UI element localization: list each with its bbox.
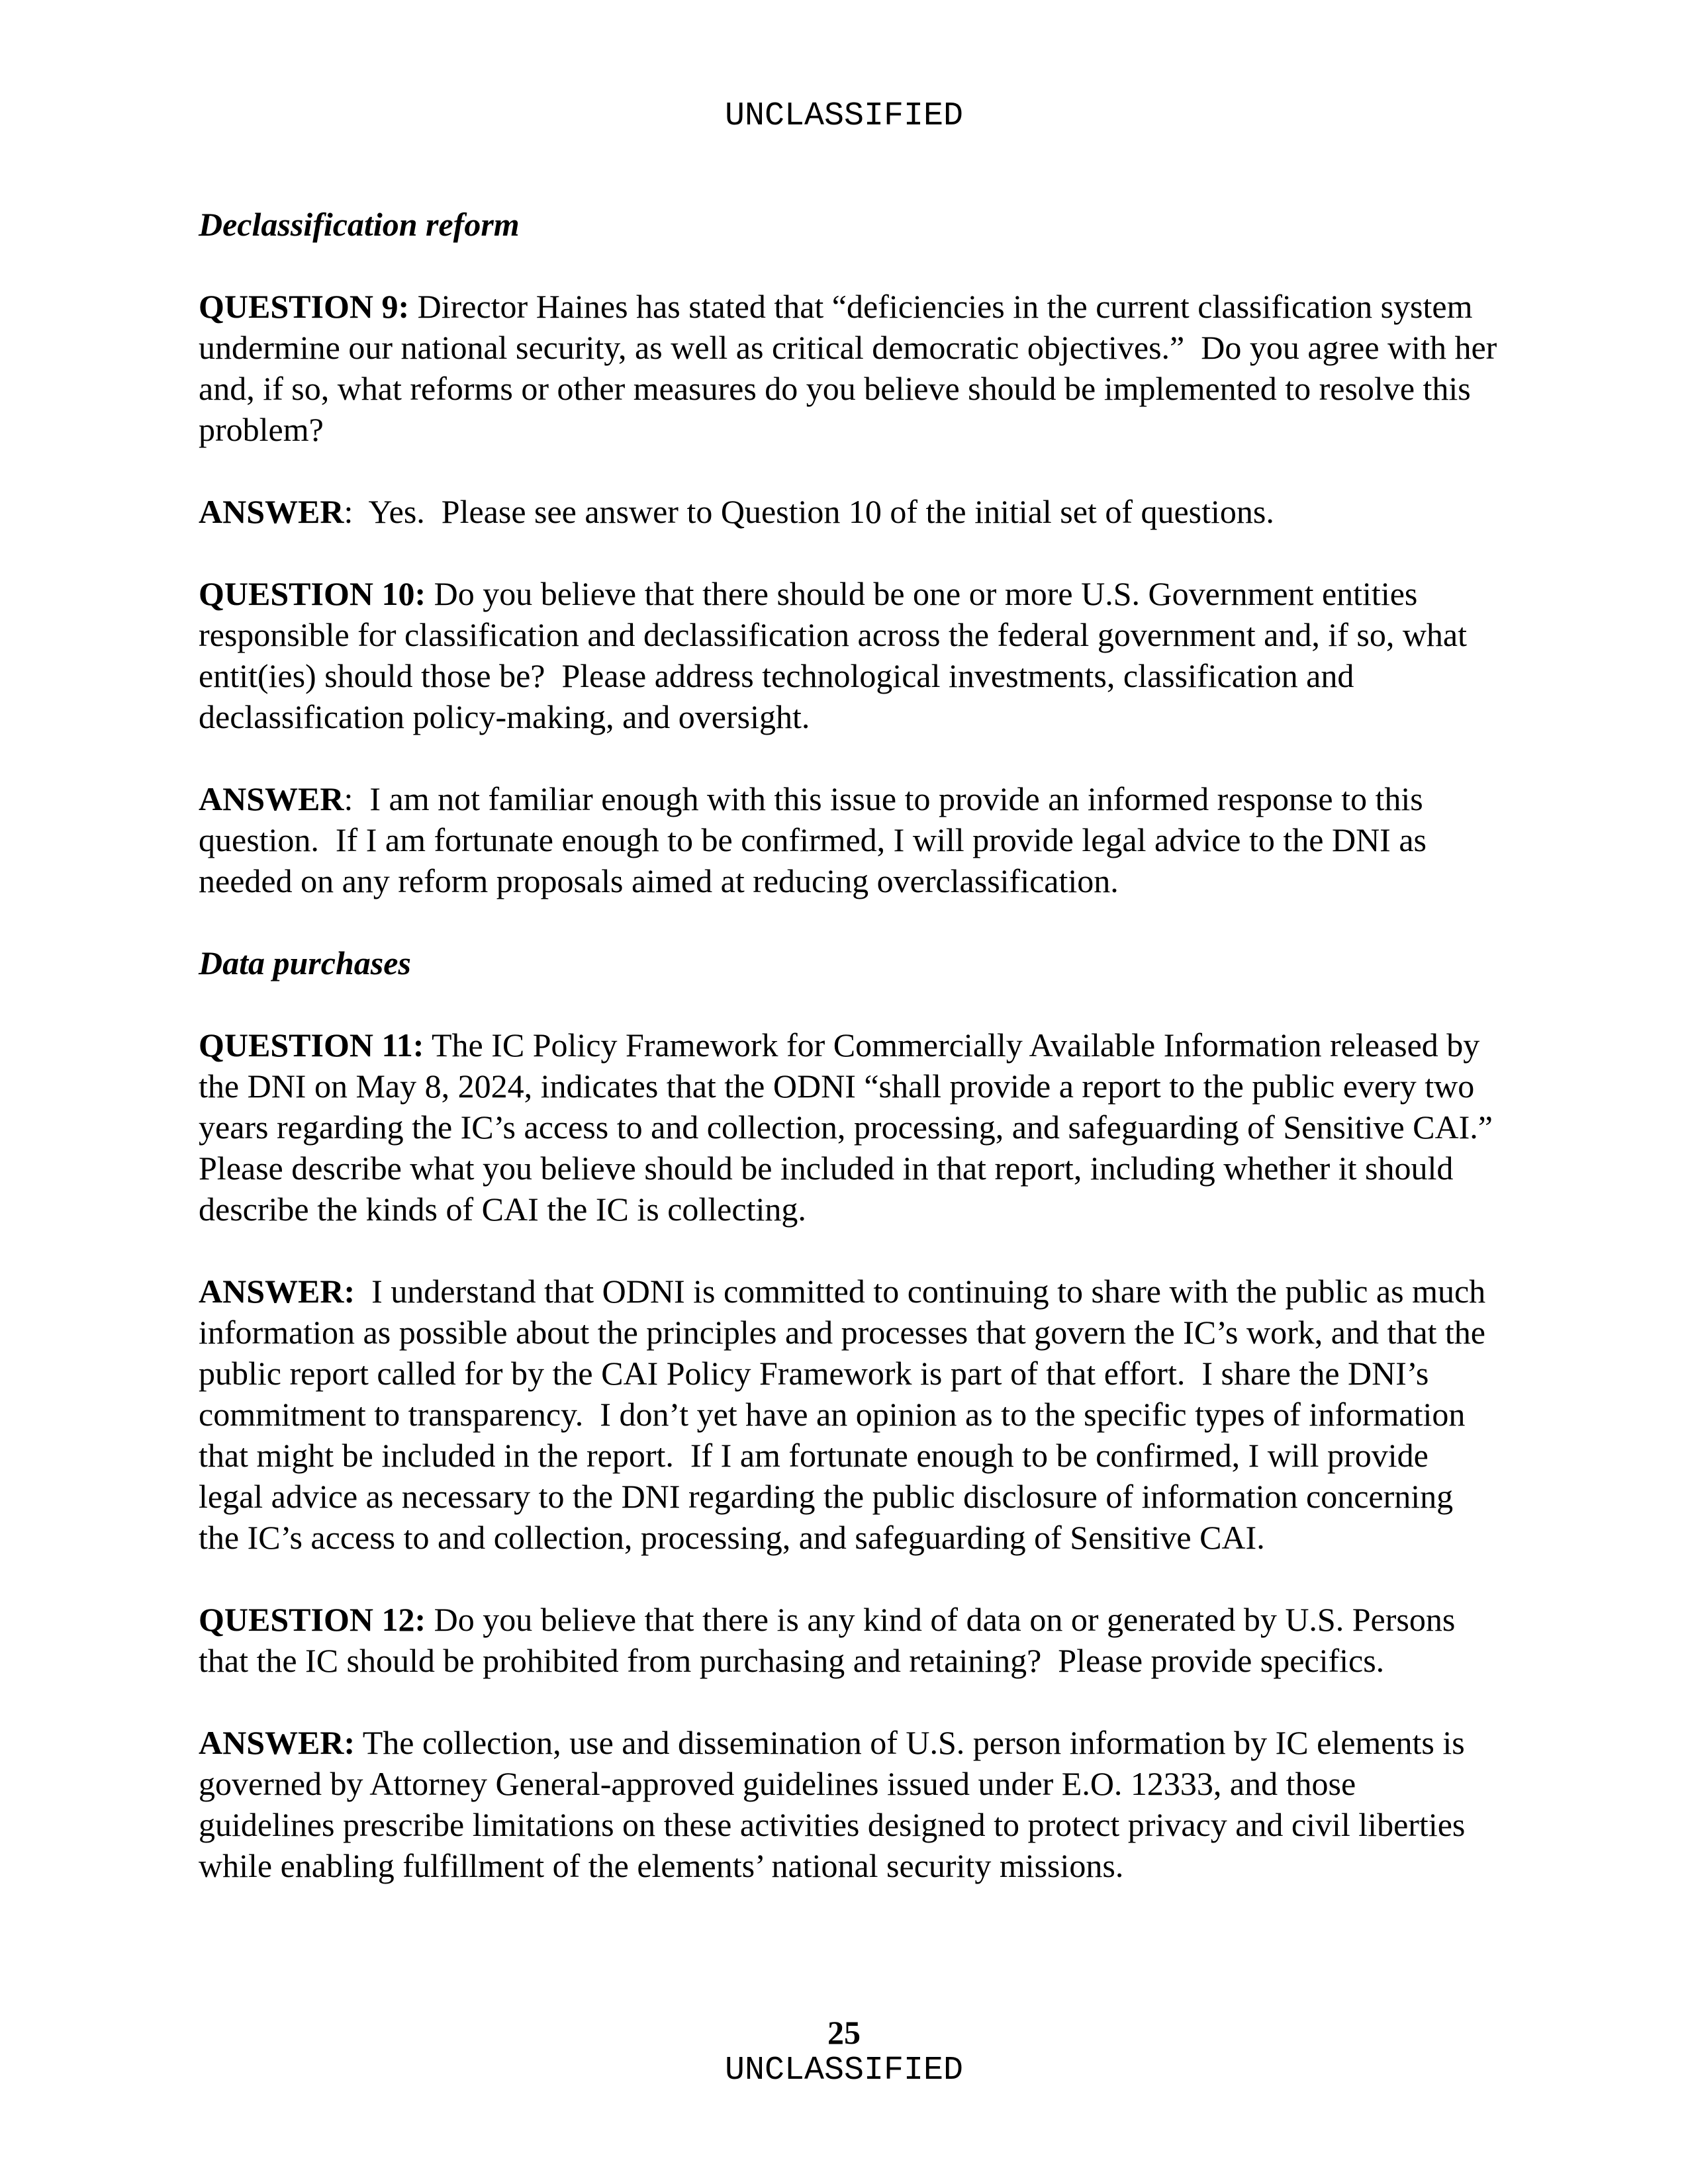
- page-footer: [0, 2013, 1688, 2090]
- question-10-paragraph: [199, 573, 1497, 737]
- question-12-label: QUESTION 12:: [199, 1601, 426, 1638]
- header-classification-banner: UNCLASSIFIED: [724, 97, 964, 135]
- question-10-label: QUESTION 10:: [199, 575, 426, 612]
- question-11-label: QUESTION 11:: [199, 1026, 424, 1064]
- footer-classification-banner: UNCLASSIFIED: [724, 2052, 964, 2089]
- answer-12-paragraph: [199, 1722, 1497, 1886]
- answer-10-paragraph: [199, 778, 1497, 901]
- page-number: 25: [827, 2014, 861, 2051]
- question-12-text: Do you believe that there is any kind of data on or generated by U.S. Persons that the IC should be prohibited from purchasing and retaining? Please provide specifics.: [199, 1601, 1464, 1679]
- answer-11-paragraph: [199, 1271, 1497, 1558]
- question-11-paragraph: [199, 1024, 1509, 1230]
- answer-11-label: ANSWER:: [199, 1273, 355, 1310]
- question-11-text: The IC Policy Framework for Commercially Available Information released by the DNI on May 8, 2024, indicates that the ODNI “shall provide a report to the public every two years regarding the IC’s access to and collection, processing, and safeguarding of Sensitive CAI.” Please describe what you believe should be included in that report, including whether it should describe the kinds of CAI the IC is collecting.: [199, 1026, 1509, 1228]
- answer-9-text: : Yes. Please see answer to Question 10 of the initial set of questions.: [344, 493, 1274, 530]
- question-9-label: QUESTION 9:: [199, 288, 410, 325]
- answer-10-label: ANSWER: [199, 780, 344, 817]
- document-body: [199, 204, 1509, 1927]
- question-12-paragraph: [199, 1599, 1497, 1681]
- answer-10-text: : I am not familiar enough with this issue to provide an informed response to this question. If I am fortunate enough to be confirmed, I will provide legal advice to the DNI as needed on any reform proposals aimed at reducing overclassification.: [199, 780, 1435, 899]
- answer-9-label: ANSWER: [199, 493, 344, 530]
- question-9-paragraph: [199, 286, 1505, 450]
- answer-12-label: ANSWER:: [199, 1724, 355, 1761]
- question-9-text: Director Haines has stated that “deficiencies in the current classification system undermine our national security, as well as critical democratic objectives.” Do you agree with her and, if so, what reforms or other measures do you believe should be implemented to resolve this problem?: [199, 288, 1505, 448]
- answer-11-text: I understand that ODNI is committed to continuing to share with the public as much information as possible about the principles and processes that govern the IC’s work, and that the public report called for by the CAI Policy Framework is part of that effort. I share the DNI’s commitment to transparency. I don’t yet have an opinion as to the specific types of information that might be included in the report. If I am fortunate enough to be confirmed, I will provide legal advice as necessary to the DNI regarding the public disclosure of information concerning the IC’s access to and collection, processing, and safeguarding of Sensitive CAI.: [199, 1273, 1494, 1556]
- answer-9-paragraph: [199, 491, 1497, 532]
- section-heading-declassification-reform: Declassification reform: [199, 206, 520, 243]
- section-heading-data-purchases: Data purchases: [199, 944, 411, 981]
- answer-12-text: The collection, use and dissemination of U.S. person information by IC elements is governed by Attorney General-approved guidelines issued under E.O. 12333, and those guidelines prescribe limitations on these activities designed to protect privacy and civil liberties while enabling fulfillment of the elements’ national security missions.: [199, 1724, 1474, 1884]
- question-10-text: Do you believe that there should be one or more U.S. Government entities responsible for classification and declassification across the federal government and, if so, what entit(ies) should those be? Please address technological investments, classification and declassification policy-making, and oversight.: [199, 575, 1476, 735]
